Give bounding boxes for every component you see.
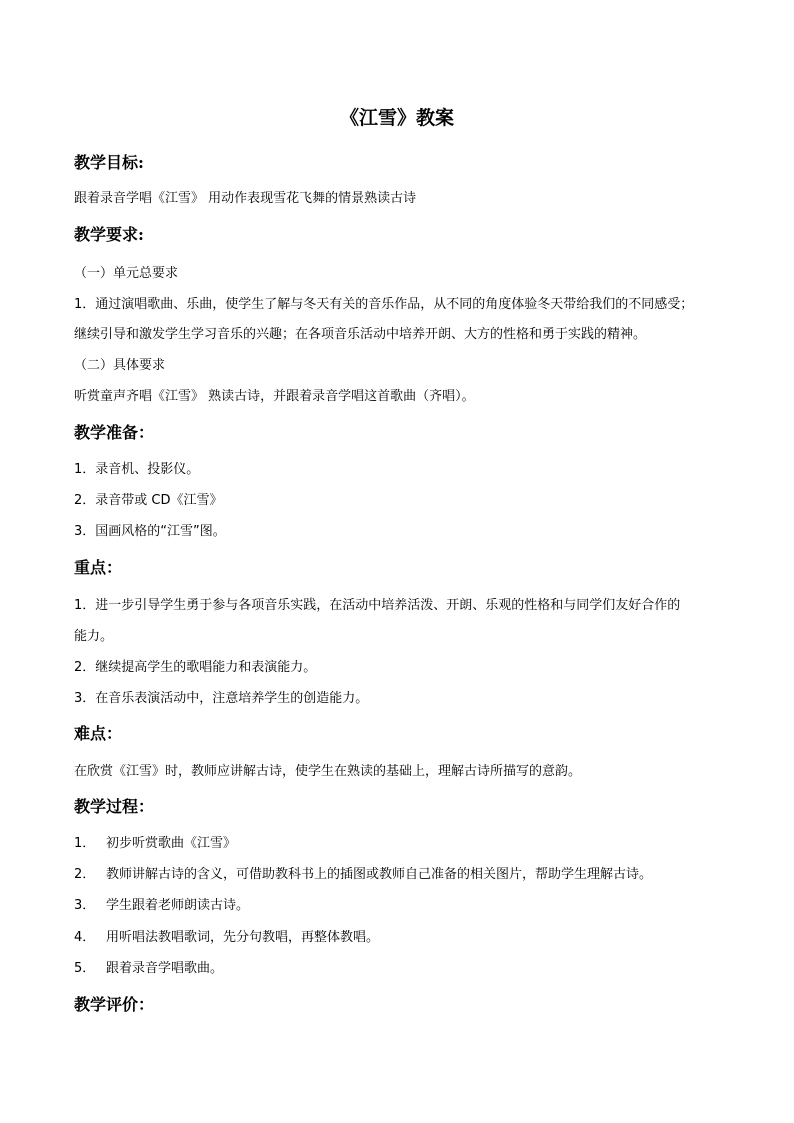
process-item-number: 5．	[74, 961, 96, 976]
heading-prep: 教学准备：	[74, 423, 155, 442]
process-item	[74, 926, 379, 945]
process-item-number: 2．	[74, 867, 96, 882]
heading-process: 教学过程：	[74, 797, 155, 816]
process-item	[74, 863, 652, 882]
prep-item: 1．录音机、投影仪。	[74, 462, 200, 477]
key-line2: 2．继续提高学生的歌唱能力和表演能力。	[74, 660, 317, 675]
goal-text: 跟着录音学唱《江雪》 用动作表现雪花飞舞的情景熟读古诗	[74, 191, 417, 206]
process-item-number: 3．	[74, 898, 96, 913]
process-item	[74, 957, 223, 976]
heading-evaluation: 教学评价：	[74, 995, 155, 1014]
requirements-line3: 听赏童声齐唱《江雪》 熟读古诗，并跟着录音学唱这首歌曲（齐唱）。	[74, 389, 475, 404]
key-line1-cont: 能力。	[74, 629, 114, 644]
difficulty-text: 在欣赏《江雪》时，教师应讲解古诗，使学生在熟读的基础上，理解古诗所描写的意韵。	[74, 764, 582, 779]
heading-goal: 教学目标:	[74, 153, 144, 172]
process-item-text: 初步听赏歌曲《江雪》	[106, 836, 237, 851]
requirements-line1: 1．通过演唱歌曲、乐曲，使学生了解与冬天有关的音乐作品，从不同的角度体验冬天带给我们的不同感受；	[74, 297, 694, 312]
requirements-sub1: （一）单元总要求	[74, 266, 179, 281]
prep-item: 2．录音带或 CD《江雪》	[74, 493, 223, 508]
prep-item: 3．国画风格的“江雪”图。	[74, 524, 226, 539]
page-title: 《江雪》教案	[339, 107, 454, 129]
process-item	[74, 894, 249, 913]
process-item-number: 4．	[74, 930, 96, 945]
process-item-text: 用听唱法教唱歌词，先分句教唱，再整体教唱。	[106, 930, 380, 945]
process-item-number: 1．	[74, 836, 96, 851]
process-item	[74, 832, 236, 851]
requirements-sub2: （二）具体要求	[74, 358, 166, 373]
heading-requirements: 教学要求:	[74, 225, 144, 244]
heading-key: 重点：	[74, 558, 123, 577]
process-item-text: 学生跟着老师朗读古诗。	[106, 898, 250, 913]
heading-difficulty: 难点：	[74, 724, 123, 743]
key-line1: 1．进一步引导学生勇于参与各项音乐实践，在活动中培养活泼、开朗、乐观的性格和与同学们友好合作的	[74, 598, 681, 613]
process-item-text: 教师讲解古诗的含义，可借助教科书上的插图或教师自己准备的相关图片，帮助学生理解古诗。	[106, 867, 653, 882]
process-item-text: 跟着录音学唱歌曲。	[106, 961, 224, 976]
requirements-line2: 继续引导和激发学生学习音乐的兴趣；在各项音乐活动中培养开朗、大方的性格和勇于实践的精神。	[74, 327, 647, 342]
key-line3: 3．在音乐表演活动中，注意培养学生的创造能力。	[74, 691, 369, 706]
